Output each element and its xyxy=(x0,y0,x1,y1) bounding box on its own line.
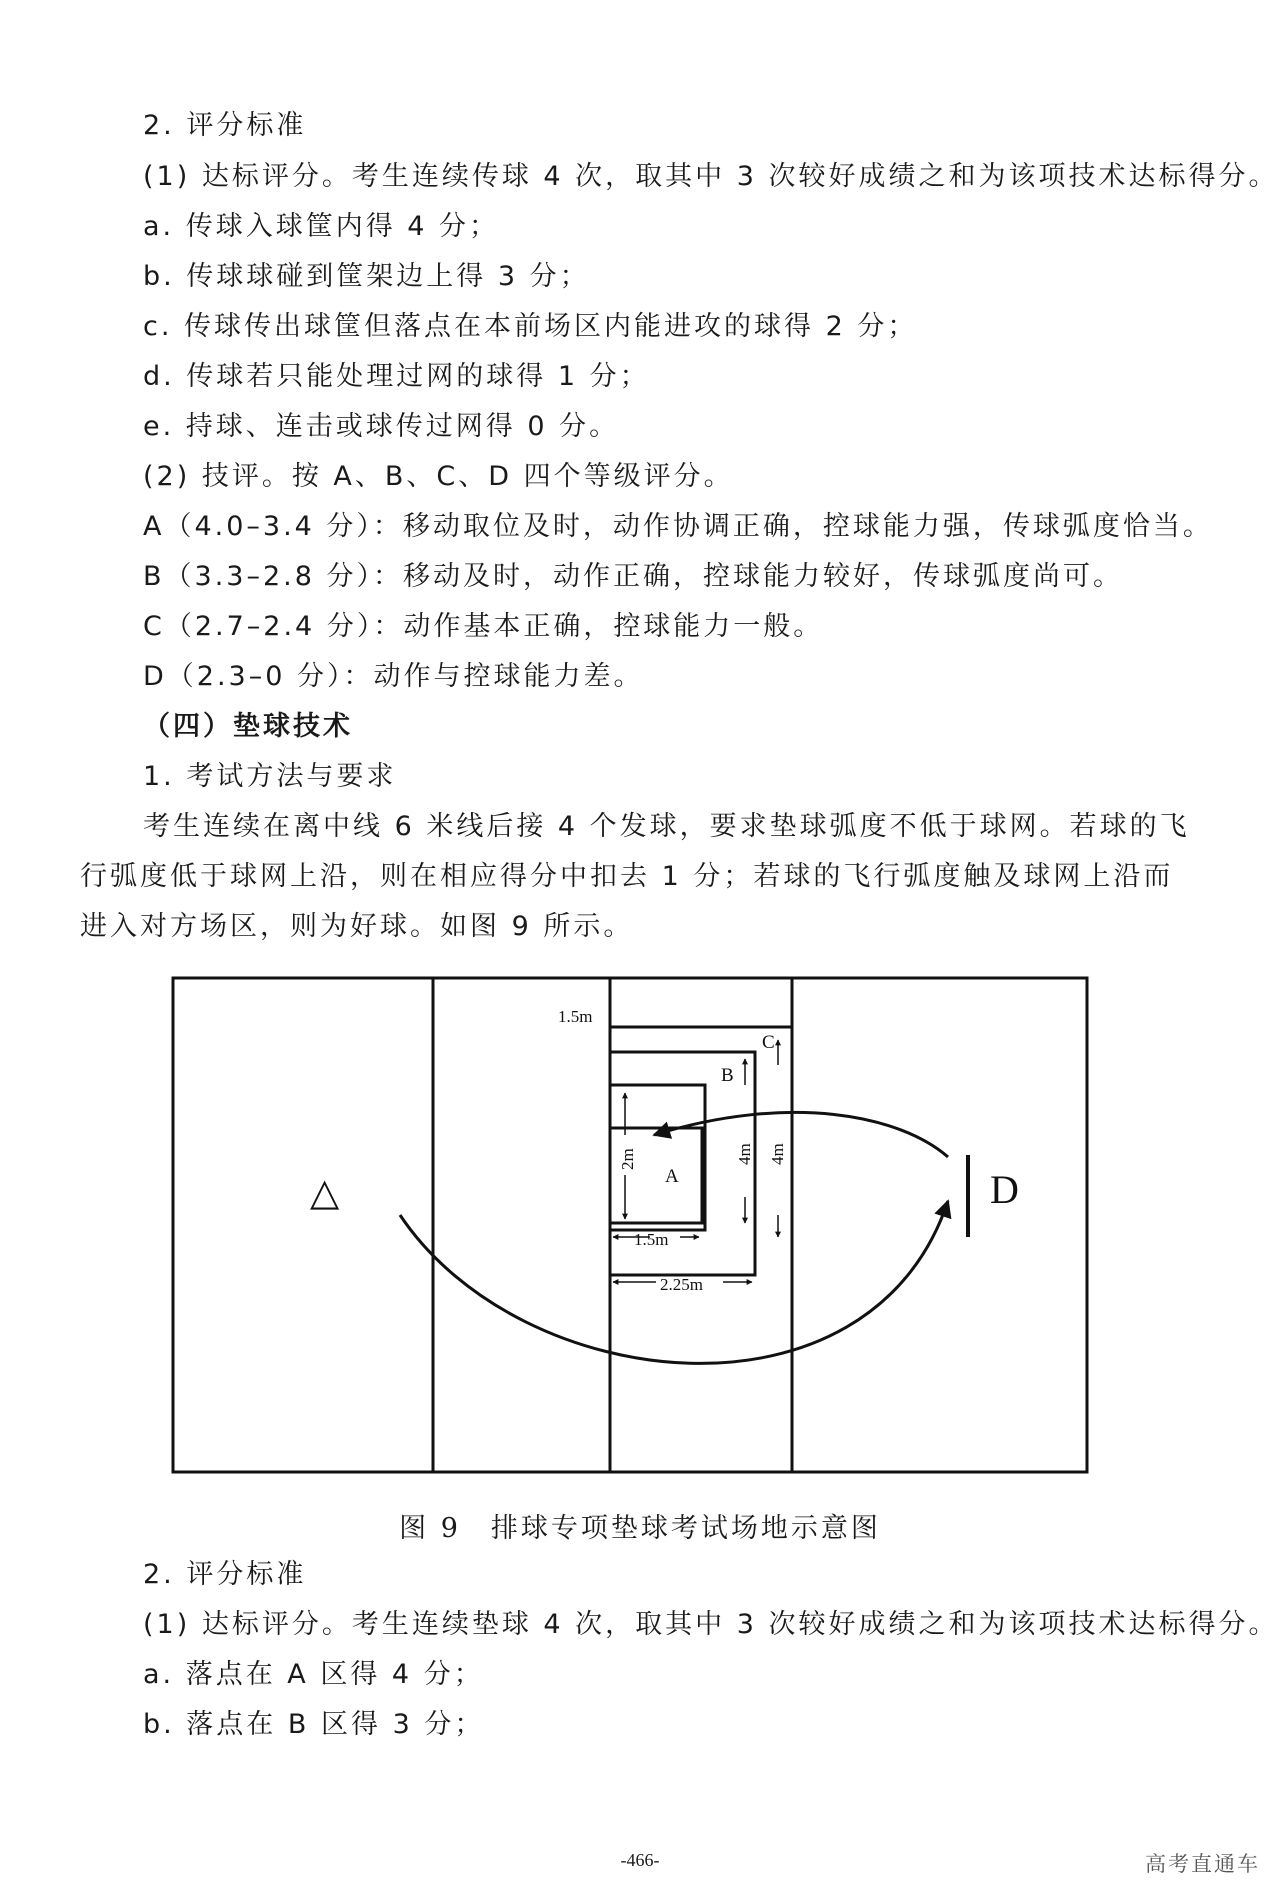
text-line: B（3.3–2.8 分）：移动及时，动作正确，控球能力较好，传球弧度尚可。 xyxy=(143,561,1123,592)
text-line: d. 传球若只能处理过网的球得 1 分； xyxy=(143,361,650,392)
watermark: 高考直通车 xyxy=(1145,1852,1260,1876)
dig-arrow xyxy=(654,1112,948,1157)
label-2-25m: 2.25m xyxy=(660,1275,703,1294)
subheading: 1. 考试方法与要求 xyxy=(143,761,397,792)
text-line: 2. 评分标准 xyxy=(143,1559,307,1590)
text-line: 2. 评分标准 xyxy=(143,110,307,141)
label-4m-c: 4m xyxy=(768,1143,787,1165)
text-line: D（2.3–0 分）：动作与控球能力差。 xyxy=(143,661,644,692)
court-diagram xyxy=(170,975,1090,1475)
label-4m-b: 4m xyxy=(735,1143,754,1165)
label-zone-b: B xyxy=(721,1065,734,1086)
label-1-5m-top: 1.5m xyxy=(558,1007,593,1026)
text-line: C（2.7–2.4 分）：动作基本正确，控球能力一般。 xyxy=(143,611,824,642)
text-line: b. 传球球碰到筐架边上得 3 分； xyxy=(143,261,590,292)
text-line: (2) 技评。按 A、B、C、D 四个等级评分。 xyxy=(143,461,734,492)
text-line: a. 落点在 A 区得 4 分； xyxy=(143,1659,484,1690)
label-d: D xyxy=(990,1167,1019,1212)
label-1-5m-bottom: 1.5m xyxy=(634,1230,669,1249)
label-zone-a: A xyxy=(665,1166,679,1187)
label-zone-c: C xyxy=(762,1032,775,1053)
text-line: (1) 达标评分。考生连续垫球 4 次，取其中 3 次较好成绩之和为该项技术达标得分。 xyxy=(143,1609,1279,1640)
section-heading: （四）垫球技术 xyxy=(143,711,353,742)
text-line: c. 传球传出球筐但落点在本前场区内能进攻的球得 2 分； xyxy=(143,311,918,342)
page-number: -466- xyxy=(620,1850,660,1870)
text-line: A（4.0–3.4 分）：移动取位及时，动作协调正确，控球能力强，传球弧度恰当。 xyxy=(143,511,1213,542)
triangle-icon: △ xyxy=(310,1172,340,1214)
body-paragraph: 考生连续在离中线 6 米线后接 4 个发球，要求垫球弧度不低于球网。若球的飞行弧度低于球网上沿，则在相应得分中扣去 1 分；若球的飞行弧度触及球网上沿而进入对方场区，则为好球。如图 9 所示。 xyxy=(80,811,1190,942)
text-line: b. 落点在 B 区得 3 分； xyxy=(143,1709,485,1740)
label-2m: 2m xyxy=(618,1148,637,1170)
text-line: e. 持球、连击或球传过网得 0 分。 xyxy=(143,411,620,442)
text-line: (1) 达标评分。考生连续传球 4 次，取其中 3 次较好成绩之和为该项技术达标得分。 xyxy=(143,161,1279,192)
figure-caption: 图 9 排球专项垫球考试场地示意图 xyxy=(399,1513,881,1544)
text-line: a. 传球入球筐内得 4 分； xyxy=(143,211,500,242)
